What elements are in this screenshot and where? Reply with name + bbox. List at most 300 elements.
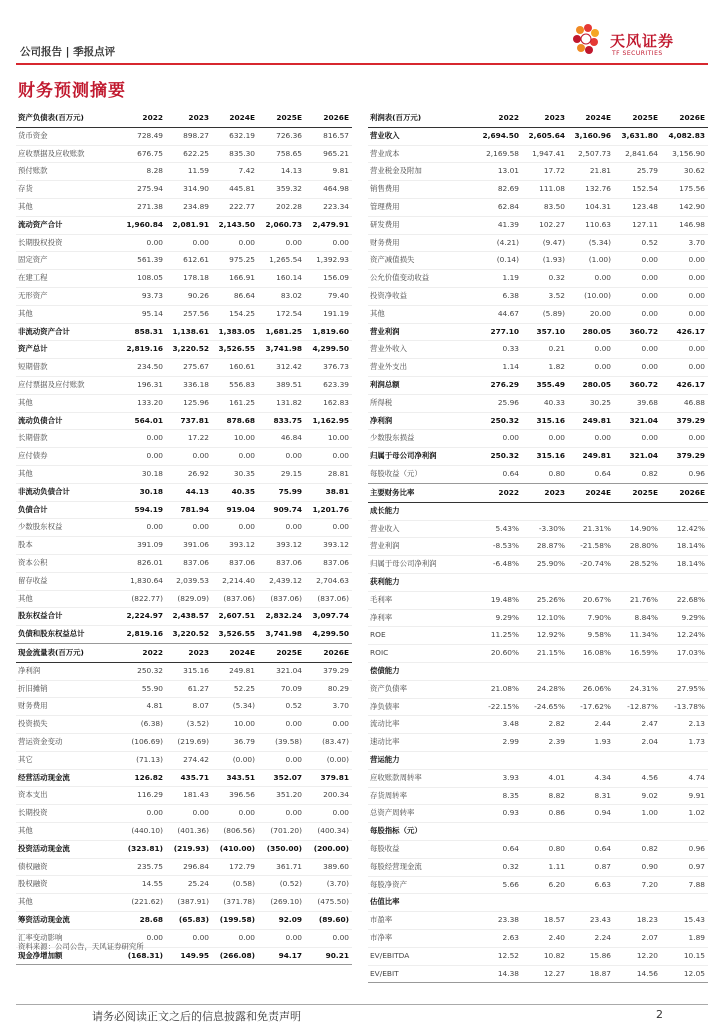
cell-value: 0.00 xyxy=(258,805,305,823)
table-row xyxy=(16,519,352,537)
table-row xyxy=(16,608,352,626)
row-label: 其他 xyxy=(16,822,120,840)
cell-value: 18.87 xyxy=(568,965,614,983)
cell-value: 18.14% xyxy=(661,556,708,574)
cell-value: (0.14) xyxy=(476,252,522,270)
cell-value: 835.30 xyxy=(212,145,258,163)
row-label: 营业收入 xyxy=(368,520,476,538)
cell-value: 1,392.93 xyxy=(305,252,352,270)
cell-value: 280.05 xyxy=(568,376,614,394)
table-row xyxy=(368,216,708,234)
table-row xyxy=(16,252,352,270)
cell-value xyxy=(522,662,568,680)
cell-value: (83.47) xyxy=(305,733,352,751)
cell-value: 23.38 xyxy=(476,912,522,930)
table-row xyxy=(16,858,352,876)
cell-value: (475.50) xyxy=(305,894,352,912)
row-label: 归属于母公司净利润 xyxy=(368,556,476,574)
cell-value xyxy=(661,751,708,769)
cell-value: 12.92% xyxy=(522,627,568,645)
cell-value: 393.12 xyxy=(258,537,305,555)
row-label: 毛利率 xyxy=(368,591,476,609)
cell-value: 389.60 xyxy=(305,858,352,876)
cell-value: 435.71 xyxy=(166,769,212,787)
table-row xyxy=(16,751,352,769)
row-label: ROIC xyxy=(368,645,476,663)
cell-value: 250.32 xyxy=(120,662,166,680)
logo-name: 天风证券 xyxy=(610,32,675,50)
cell-value: 3,526.55 xyxy=(212,341,258,359)
cell-value: 3,741.98 xyxy=(258,626,305,644)
cell-value: 172.79 xyxy=(212,858,258,876)
cell-value: 166.91 xyxy=(212,270,258,288)
cell-value: 8.84% xyxy=(614,609,661,627)
cell-value: 9.91 xyxy=(661,787,708,805)
row-label: 无形资产 xyxy=(16,287,120,305)
row-label: 公允价值变动收益 xyxy=(368,270,476,288)
cell-value: 376.73 xyxy=(305,359,352,377)
cell-value: (6.38) xyxy=(120,716,166,734)
cell-value: 561.39 xyxy=(120,252,166,270)
cell-value: 343.51 xyxy=(212,769,258,787)
cell-value: 315.16 xyxy=(522,412,568,430)
company-logo xyxy=(568,20,708,60)
cell-value: 0.00 xyxy=(568,359,614,377)
section-row xyxy=(368,573,708,591)
row-label: 固定资产 xyxy=(16,252,120,270)
cell-value: 181.43 xyxy=(166,787,212,805)
table-row xyxy=(368,680,708,698)
cell-value: 250.32 xyxy=(476,412,522,430)
cell-value: 2,607.51 xyxy=(212,608,258,626)
cell-value: 11.34% xyxy=(614,627,661,645)
cell-value: 44.67 xyxy=(476,305,522,323)
cell-value: 0.00 xyxy=(212,805,258,823)
table-row xyxy=(368,840,708,858)
cell-value: 257.56 xyxy=(166,305,212,323)
row-label: 负债合计 xyxy=(16,501,120,519)
cell-value: 7.20 xyxy=(614,876,661,894)
table-row xyxy=(368,609,708,627)
cell-value: 10.00 xyxy=(305,430,352,448)
cell-value xyxy=(568,751,614,769)
cell-value: 3.52 xyxy=(522,287,568,305)
cell-value: 0.00 xyxy=(120,805,166,823)
table-row xyxy=(16,198,352,216)
cell-value: 161.25 xyxy=(212,394,258,412)
page-number: 2 xyxy=(656,1008,663,1021)
cell-value: 18.57 xyxy=(522,912,568,930)
column-header: 2023 xyxy=(522,485,568,502)
cell-value: 12.10% xyxy=(522,609,568,627)
cell-value: 1.89 xyxy=(661,929,708,947)
cell-value: 40.33 xyxy=(522,394,568,412)
cell-value: 3,097.74 xyxy=(305,608,352,626)
table-row xyxy=(368,198,708,216)
cell-value: 312.42 xyxy=(258,359,305,377)
cell-value: 24.28% xyxy=(522,680,568,698)
cell-value xyxy=(476,823,522,841)
table-row xyxy=(368,591,708,609)
source-note: 资料来源：公司公告，天风证券研究所 xyxy=(18,942,144,951)
cell-value: 2,214.40 xyxy=(212,572,258,590)
row-label: 流动负债合计 xyxy=(16,412,120,430)
row-label: 流动比率 xyxy=(368,716,476,734)
cell-value: 82.69 xyxy=(476,181,522,199)
cell-value: 14.90% xyxy=(614,520,661,538)
cell-value xyxy=(661,823,708,841)
cell-value xyxy=(568,573,614,591)
cell-value: 3.70 xyxy=(305,698,352,716)
table-row xyxy=(368,734,708,752)
column-header: 2024E xyxy=(568,110,614,127)
cell-value: -3.30% xyxy=(522,520,568,538)
cell-value: 0.00 xyxy=(305,519,352,537)
cell-value: 0.82 xyxy=(614,465,661,483)
cell-value: 276.29 xyxy=(476,376,522,394)
cell-value xyxy=(661,894,708,912)
cell-value: 11.59 xyxy=(166,163,212,181)
cell-value: 0.87 xyxy=(568,858,614,876)
cell-value: 426.17 xyxy=(661,323,708,341)
row-label: 营业利润 xyxy=(368,323,476,341)
cell-value: 75.99 xyxy=(258,483,305,501)
cell-value: 0.00 xyxy=(614,252,661,270)
cell-value: 19.48% xyxy=(476,591,522,609)
table-row xyxy=(368,163,708,181)
table-title: 现金流量表(百万元) xyxy=(16,645,120,662)
cell-value: 14.13 xyxy=(258,163,305,181)
table-row xyxy=(16,537,352,555)
cell-value: 4,082.83 xyxy=(661,127,708,145)
cell-value: 14.55 xyxy=(120,876,166,894)
table-row xyxy=(16,894,352,912)
cell-value: 0.00 xyxy=(212,929,258,947)
income-statement-table xyxy=(368,110,708,484)
cell-value: 0.00 xyxy=(258,234,305,252)
row-label: 留存收益 xyxy=(16,572,120,590)
cell-value: 1.19 xyxy=(476,270,522,288)
logo-en: TF SECURITIES xyxy=(612,50,663,57)
row-label: 投资损失 xyxy=(16,716,120,734)
cell-value: 1,201.76 xyxy=(305,501,352,519)
cell-value: 1,830.64 xyxy=(120,572,166,590)
cell-value: 36.79 xyxy=(212,733,258,751)
cell-value: 919.04 xyxy=(212,501,258,519)
cell-value: 16.08% xyxy=(568,645,614,663)
table-row xyxy=(368,805,708,823)
cell-value: 11.25% xyxy=(476,627,522,645)
cell-value: (837.06) xyxy=(212,590,258,608)
cell-value xyxy=(614,573,661,591)
cell-value: 0.21 xyxy=(522,341,568,359)
cell-value: -13.78% xyxy=(661,698,708,716)
table-row xyxy=(368,341,708,359)
column-header: 2023 xyxy=(166,645,212,662)
cell-value: 0.64 xyxy=(476,465,522,483)
table-row xyxy=(368,912,708,930)
row-label: 股权融资 xyxy=(16,876,120,894)
cell-value: 10.00 xyxy=(212,430,258,448)
cell-value: 39.68 xyxy=(614,394,661,412)
row-label: 少数股东权益 xyxy=(16,519,120,537)
cell-value: 1.11 xyxy=(522,858,568,876)
cell-value: (106.69) xyxy=(120,733,166,751)
table-row xyxy=(16,359,352,377)
row-label: 资本支出 xyxy=(16,787,120,805)
table-row xyxy=(368,787,708,805)
table-row xyxy=(16,698,352,716)
cell-value: 0.00 xyxy=(166,929,212,947)
row-label: 现金净增加额 xyxy=(16,947,120,965)
cell-value: 55.90 xyxy=(120,680,166,698)
column-header: 2026E xyxy=(305,645,352,662)
table-header-row xyxy=(368,485,708,502)
cell-value: (410.00) xyxy=(212,840,258,858)
cell-value: 160.61 xyxy=(212,359,258,377)
cell-value: 175.56 xyxy=(661,181,708,199)
cell-value xyxy=(614,662,661,680)
cell-value: 0.64 xyxy=(476,840,522,858)
cell-value: 0.00 xyxy=(661,430,708,448)
cell-value: 737.81 xyxy=(166,412,212,430)
row-label: 营运资金变动 xyxy=(16,733,120,751)
table-row xyxy=(368,858,708,876)
table-row xyxy=(16,769,352,787)
row-label: 折旧摊销 xyxy=(16,680,120,698)
cell-value: 2.24 xyxy=(568,929,614,947)
cell-value: 1,960.84 xyxy=(120,216,166,234)
cell-value: 391.06 xyxy=(166,537,212,555)
cell-value: 2.07 xyxy=(614,929,661,947)
table-row xyxy=(368,520,708,538)
cell-value: 2,694.50 xyxy=(476,127,522,145)
cell-value: 1.93 xyxy=(568,734,614,752)
cell-value: (1.93) xyxy=(522,252,568,270)
cell-value: (350.00) xyxy=(258,840,305,858)
cell-value: 21.08% xyxy=(476,680,522,698)
table-row xyxy=(368,929,708,947)
cell-value: 235.75 xyxy=(120,858,166,876)
row-label: 估值比率 xyxy=(368,894,476,912)
table-row xyxy=(16,501,352,519)
column-header: 2024E xyxy=(212,110,258,127)
cell-value: (5.34) xyxy=(568,234,614,252)
cell-value: (168.31) xyxy=(120,947,166,965)
row-label: EV/EBITDA xyxy=(368,947,476,965)
cell-value: (10.00) xyxy=(568,287,614,305)
cell-value: 2,507.73 xyxy=(568,145,614,163)
cell-value: 5.66 xyxy=(476,876,522,894)
cell-value: 858.31 xyxy=(120,323,166,341)
table-header-row xyxy=(368,110,708,127)
cell-value: -6.48% xyxy=(476,556,522,574)
cell-value xyxy=(614,502,661,520)
cell-value: 728.49 xyxy=(120,127,166,145)
cell-value: 359.32 xyxy=(258,181,305,199)
table-row xyxy=(368,287,708,305)
cell-value: 25.24 xyxy=(166,876,212,894)
logo-petal-icon xyxy=(568,20,608,60)
cell-value: 2,438.57 xyxy=(166,608,212,626)
cell-value: 0.94 xyxy=(568,805,614,823)
column-header: 2022 xyxy=(120,645,166,662)
cell-value: -12.87% xyxy=(614,698,661,716)
cell-value: 12.27 xyxy=(522,965,568,983)
table-row xyxy=(16,341,352,359)
table-row xyxy=(16,572,352,590)
section-row xyxy=(368,751,708,769)
table-row xyxy=(368,376,708,394)
row-label: 营业外收入 xyxy=(368,341,476,359)
cell-value: 28.87% xyxy=(522,538,568,556)
cell-value: 9.29% xyxy=(476,609,522,627)
cell-value: 0.00 xyxy=(305,805,352,823)
table-row xyxy=(16,465,352,483)
row-label: 研发费用 xyxy=(368,216,476,234)
cell-value: 0.80 xyxy=(522,840,568,858)
cell-value: 2,039.53 xyxy=(166,572,212,590)
cell-value: 676.75 xyxy=(120,145,166,163)
cell-value: 17.03% xyxy=(661,645,708,663)
row-label: 管理费用 xyxy=(368,198,476,216)
cell-value: 62.84 xyxy=(476,198,522,216)
row-label: 速动比率 xyxy=(368,734,476,752)
cell-value: 632.19 xyxy=(212,127,258,145)
table-row xyxy=(368,234,708,252)
cell-value: 321.04 xyxy=(614,412,661,430)
table-row xyxy=(16,376,352,394)
row-label: 股东权益合计 xyxy=(16,608,120,626)
cell-value: 1,138.61 xyxy=(166,323,212,341)
row-label: 每股收益 xyxy=(368,840,476,858)
cell-value: -8.53% xyxy=(476,538,522,556)
cell-value: 0.96 xyxy=(661,840,708,858)
cell-value: (837.06) xyxy=(258,590,305,608)
cell-value xyxy=(661,573,708,591)
cell-value: 38.81 xyxy=(305,483,352,501)
row-label: 投资净收益 xyxy=(368,287,476,305)
cell-value: 110.63 xyxy=(568,216,614,234)
cell-value: 0.00 xyxy=(305,716,352,734)
cell-value: 837.06 xyxy=(305,554,352,572)
cell-value: 4.01 xyxy=(522,769,568,787)
cell-value xyxy=(614,894,661,912)
cell-value: 8.31 xyxy=(568,787,614,805)
row-label: 净利率 xyxy=(368,609,476,627)
cell-value: 0.00 xyxy=(568,341,614,359)
cell-value: 95.14 xyxy=(120,305,166,323)
cell-value: 12.20 xyxy=(614,947,661,965)
cell-value: 2.04 xyxy=(614,734,661,752)
column-header: 2024E xyxy=(568,485,614,502)
table-row xyxy=(368,465,708,483)
cell-value: 315.16 xyxy=(166,662,212,680)
cell-value: 0.86 xyxy=(522,805,568,823)
cell-value: 0.80 xyxy=(522,465,568,483)
cell-value: 8.82 xyxy=(522,787,568,805)
cell-value: 0.00 xyxy=(614,359,661,377)
cell-value: 23.43 xyxy=(568,912,614,930)
column-header: 2022 xyxy=(476,485,522,502)
table-row xyxy=(368,947,708,965)
cell-value: 123.48 xyxy=(614,198,661,216)
table-row xyxy=(16,590,352,608)
table-title: 利润表(百万元) xyxy=(368,110,476,127)
cell-value: 222.77 xyxy=(212,198,258,216)
cell-value: 726.36 xyxy=(258,127,305,145)
row-label: 资本公积 xyxy=(16,554,120,572)
cell-value: 152.54 xyxy=(614,181,661,199)
cell-value: (5.89) xyxy=(522,305,568,323)
cell-value xyxy=(522,573,568,591)
row-label: 其他 xyxy=(16,894,120,912)
cell-value: 0.00 xyxy=(568,270,614,288)
cell-value: 249.81 xyxy=(212,662,258,680)
cell-value: 5.43% xyxy=(476,520,522,538)
cell-value: 0.96 xyxy=(661,465,708,483)
row-label: 资产负债率 xyxy=(368,680,476,698)
row-label: 营运能力 xyxy=(368,751,476,769)
cell-value: 0.82 xyxy=(614,840,661,858)
cell-value: 28.68 xyxy=(120,911,166,929)
cell-value: 0.00 xyxy=(166,448,212,466)
row-label: 其他 xyxy=(16,465,120,483)
column-header: 2026E xyxy=(305,110,352,127)
cell-value: 0.00 xyxy=(212,234,258,252)
row-label: 应付票据及应付账款 xyxy=(16,376,120,394)
cell-value: 18.23 xyxy=(614,912,661,930)
cell-value: 21.31% xyxy=(568,520,614,538)
cell-value: (323.81) xyxy=(120,840,166,858)
column-header: 2022 xyxy=(120,110,166,127)
cell-value: 612.61 xyxy=(166,252,212,270)
table-row xyxy=(16,805,352,823)
cell-value: 132.76 xyxy=(568,181,614,199)
row-label: 预付账款 xyxy=(16,163,120,181)
row-label: 流动资产合计 xyxy=(16,216,120,234)
cell-value: 6.63 xyxy=(568,876,614,894)
cell-value: 0.00 xyxy=(476,430,522,448)
cell-value: 14.38 xyxy=(476,965,522,983)
cell-value xyxy=(568,502,614,520)
cell-value: 564.01 xyxy=(120,412,166,430)
cell-value: 1,947.41 xyxy=(522,145,568,163)
cell-value: 44.13 xyxy=(166,483,212,501)
cell-value: 2.63 xyxy=(476,929,522,947)
cell-value: 108.05 xyxy=(120,270,166,288)
cell-value: 594.19 xyxy=(120,501,166,519)
table-row xyxy=(16,448,352,466)
cell-value: 271.38 xyxy=(120,198,166,216)
row-label: 财务费用 xyxy=(16,698,120,716)
cell-value: 277.10 xyxy=(476,323,522,341)
cell-value xyxy=(568,823,614,841)
cell-value: (806.56) xyxy=(212,822,258,840)
cell-value: 162.83 xyxy=(305,394,352,412)
cell-value: 156.09 xyxy=(305,270,352,288)
cell-value: 623.39 xyxy=(305,376,352,394)
row-label: 其他 xyxy=(368,305,476,323)
table-row xyxy=(16,234,352,252)
header-divider xyxy=(16,63,708,65)
cell-value: 28.80% xyxy=(614,538,661,556)
cell-value: (89.60) xyxy=(305,911,352,929)
cell-value: 154.25 xyxy=(212,305,258,323)
row-label: 偿债能力 xyxy=(368,662,476,680)
cell-value: 1,819.60 xyxy=(305,323,352,341)
cell-value: 16.59% xyxy=(614,645,661,663)
